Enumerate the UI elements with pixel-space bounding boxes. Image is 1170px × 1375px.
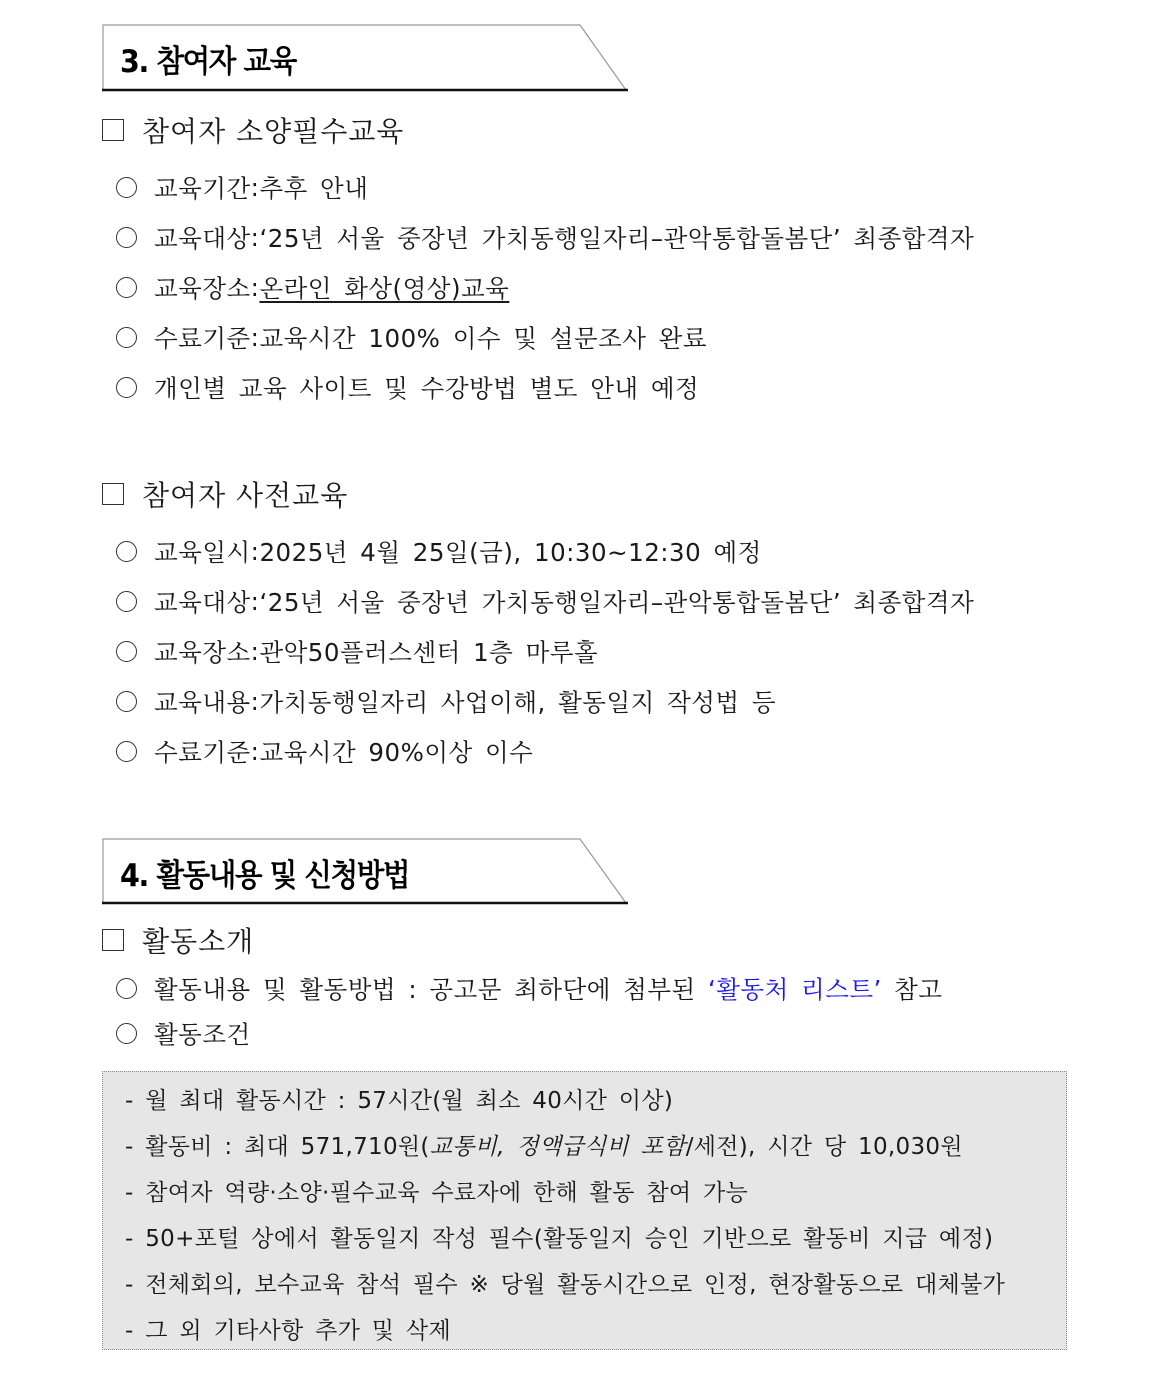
circle-bullet-icon xyxy=(116,327,137,348)
list-item xyxy=(116,684,776,719)
activity-conditions-box xyxy=(102,1071,1067,1350)
condition-item xyxy=(125,1128,963,1161)
condition-item: - 50+포털 상에서 활동일지 작성 필수(활동일지 승인 기반으로 활동비 지급 예정) xyxy=(125,1226,994,1252)
section-4-header xyxy=(102,838,627,904)
item-value-underlined: 온라인 화상(영상)교육 xyxy=(259,274,510,303)
separator: : xyxy=(250,537,260,566)
item-label: 교육일시 xyxy=(154,538,251,567)
item-text-suffix: 참고 xyxy=(881,975,943,1004)
activity-list-link[interactable]: ‘활동처 리스트’ xyxy=(707,975,882,1004)
circle-bullet-icon xyxy=(116,227,137,248)
condition-item: - 전체회의, 보수교육 참석 필수 ※ 당월 활동시간으로 인정, 현장활동으로 대체불가 xyxy=(125,1272,1006,1298)
separator: : xyxy=(250,173,260,202)
section-3-header xyxy=(102,24,627,90)
item-label: 교육대상 xyxy=(154,588,251,617)
circle-bullet-icon xyxy=(116,377,137,398)
item-text: 활동내용 및 활동방법 : 공고문 최하단에 첨부된 xyxy=(154,975,708,1004)
list-item xyxy=(116,370,699,405)
circle-bullet-icon xyxy=(116,641,137,662)
heading-pre-education xyxy=(102,474,348,514)
item-value: 가치동행일자리 사업이해, 활동일지 작성법 등 xyxy=(259,688,777,717)
heading-text: 참여자 사전교육 xyxy=(142,479,349,512)
item-value: 관악50플러스센터 1층 마루홀 xyxy=(259,638,599,667)
item-label: 교육내용 xyxy=(154,688,251,717)
separator: : xyxy=(250,323,260,352)
section-3-title: 3. 참여자 교육 xyxy=(120,44,296,80)
list-item xyxy=(116,270,509,305)
item-value: ‘25년 서울 중장년 가치동행일자리–관악통합돌봄단’ 최종합격자 xyxy=(259,224,975,253)
item-label: 교육기간 xyxy=(154,174,251,203)
condition-text: - 활동비 : 최대 571,710원( xyxy=(125,1134,430,1160)
circle-bullet-icon xyxy=(116,277,137,298)
heading-activity-intro xyxy=(102,920,254,960)
circle-bullet-icon xyxy=(116,591,137,612)
square-bullet-icon xyxy=(102,929,124,951)
item-label: 교육장소 xyxy=(154,638,251,667)
separator: : xyxy=(250,637,260,666)
separator: : xyxy=(250,687,260,716)
item-value: ‘25년 서울 중장년 가치동행일자리–관악통합돌봄단’ 최종합격자 xyxy=(259,588,975,617)
list-item xyxy=(116,734,533,769)
item-label: 교육장소 xyxy=(154,274,251,303)
list-item xyxy=(116,170,368,205)
item-value: 추후 안내 xyxy=(259,174,369,203)
list-item xyxy=(116,1016,251,1051)
item-value: 교육시간 90%이상 이수 xyxy=(259,738,534,767)
section-4-title: 4. 활동내용 및 신청방법 xyxy=(120,858,410,894)
circle-bullet-icon xyxy=(116,978,137,999)
heading-text: 활동소개 xyxy=(142,925,255,958)
separator: : xyxy=(250,587,260,616)
heading-text: 참여자 소양필수교육 xyxy=(142,115,405,148)
circle-bullet-icon xyxy=(116,1023,137,1044)
list-item xyxy=(116,220,974,255)
item-label: 교육대상 xyxy=(154,224,251,253)
list-item xyxy=(116,634,598,669)
heading-mandatory-education xyxy=(102,110,404,150)
circle-bullet-icon xyxy=(116,691,137,712)
condition-text-italic: 교통비, 정액급식비 포함 xyxy=(429,1134,686,1160)
separator: : xyxy=(250,737,260,766)
list-item xyxy=(116,971,942,1006)
item-label: 수료기준 xyxy=(154,324,251,353)
item-text: 활동조건 xyxy=(154,1020,251,1049)
item-value: 교육시간 100% 이수 및 설문조사 완료 xyxy=(259,324,708,353)
item-value: 2025년 4월 25일(금), 10:30~12:30 예정 xyxy=(259,538,762,567)
square-bullet-icon xyxy=(102,483,124,505)
separator: : xyxy=(250,273,260,302)
list-item xyxy=(116,320,707,355)
list-item xyxy=(116,584,974,619)
condition-item: - 그 외 기타사항 추가 및 삭제 xyxy=(125,1318,451,1344)
circle-bullet-icon xyxy=(116,741,137,762)
condition-item: - 참여자 역량·소양·필수교육 수료자에 한해 활동 참여 가능 xyxy=(125,1180,749,1206)
separator: : xyxy=(250,223,260,252)
condition-item: - 월 최대 활동시간 : 57시간(월 최소 40시간 이상) xyxy=(125,1088,674,1114)
list-item xyxy=(116,534,762,569)
circle-bullet-icon xyxy=(116,541,137,562)
item-label: 수료기준 xyxy=(154,738,251,767)
item-text: 개인별 교육 사이트 및 수강방법 별도 안내 예정 xyxy=(154,374,700,403)
circle-bullet-icon xyxy=(116,177,137,198)
square-bullet-icon xyxy=(102,119,124,141)
condition-text: /세전), 시간 당 10,030원 xyxy=(685,1134,963,1160)
